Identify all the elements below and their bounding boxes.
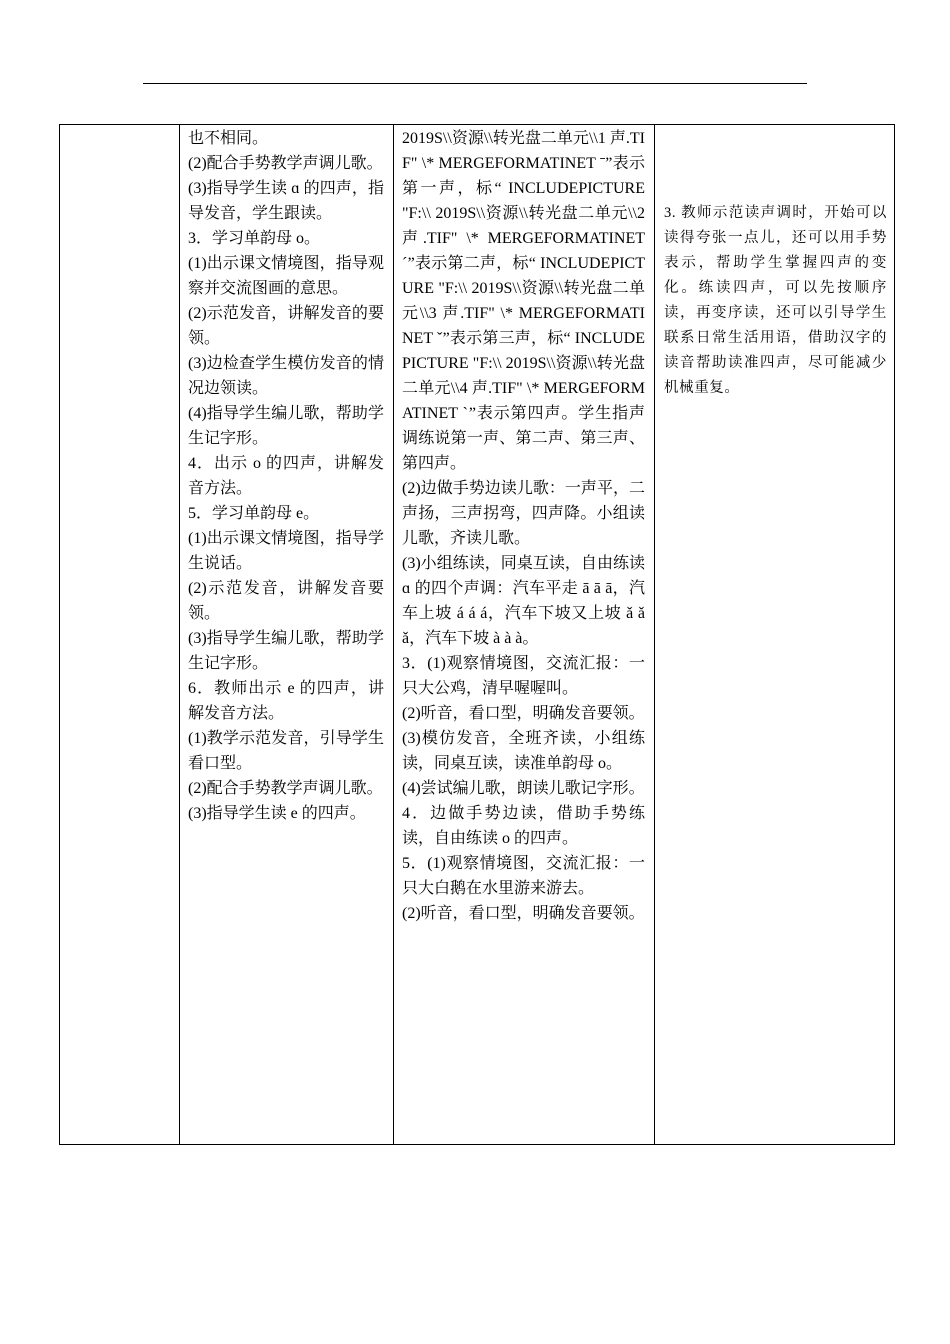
design-intent-cell [655,125,895,1145]
table-row [60,125,895,1145]
student-activity-line: (3)小组练读，同桌互读，自由练读 ɑ 的四个声调：汽车平走 ā ā ā，汽车上坡 á á á，汽车下坡又上坡 ǎ ǎ ǎ，汽车下坡 à à à。 [402,555,645,647]
student-activity-line: 2019S\\资源\\转光盘二单元\\1 声.TIF" \* MERGEFORMATINET ˉ”表示第一声，标“ INCLUDEPICTURE "F:\\ 2019S\\资源\\转光盘二单元\\2 声.TIF" \* MERGEFORMATINET ˊ”表示第二声，标“ INCLUDEPICTURE "F:\\ 2019S\\资源\\转光盘二单元\\3 声.TIF" \* MERGEFORMATINET ˇ”表示第三声，标“ INCLUDEPICTURE "F:\\ 2019S\\资源\\转光盘二单元\\4 声.TIF" \* MERGEFORMATINET ˋ”表示第四声。学生指声调练说第一声、第二声、第三声、第四声。 [402,130,645,472]
teacher-activity-line: (3)边检查学生模仿发音的情况边领读。 [188,355,384,397]
teacher-activity-line: 3．学习单韵母 o。 [188,230,321,247]
teacher-activity-line: (3)指导学生编儿歌，帮助学生记字形。 [188,630,384,672]
teacher-activity-line: 4．出示 o 的四声，讲解发音方法。 [188,455,384,497]
teacher-activity-line: (2)配合手势教学声调儿歌。 [188,780,383,797]
teacher-activity-line: (1)出示课文情境图，指导观察并交流图画的意思。 [188,255,384,297]
student-activity-line: (2)听音，看口型，明确发音要领。 [402,705,645,722]
student-activity-cell [394,125,655,1145]
stage-column-cell [60,125,180,1145]
header-rule [143,83,807,84]
student-activity-line: 3．(1)观察情境图，交流汇报：一只大公鸡，清早喔喔叫。 [402,655,645,697]
student-activity-line: (4)尝试编儿歌，朗读儿歌记字形。 [402,780,645,797]
teacher-activity-line: (2)示范发音，讲解发音的要领。 [188,305,384,347]
student-activity-line: (2)听音，看口型，明确发音要领。 [402,905,645,922]
student-activity-line: (2)边做手势边读儿歌：一声平，二声扬，三声拐弯，四声降。小组读儿歌，齐读儿歌。 [402,480,645,547]
teacher-activity-line: (3)指导学生读 e 的四声。 [188,805,366,822]
student-activity-line: 4．边做手势边读，借助手势练读，自由练读 o 的四声。 [402,805,645,847]
teacher-activity-cell [180,125,394,1145]
lesson-plan-table [59,124,895,1145]
teacher-activity-line: 5．学习单韵母 e。 [188,505,320,522]
teacher-activity-line: (1)出示课文情境图，指导学生说话。 [188,530,384,572]
teacher-activity-line: (3)指导学生读 ɑ 的四声，指导发音，学生跟读。 [188,180,384,222]
teacher-activity-line: 6．教师出示 e 的四声，讲解发音方法。 [188,680,384,722]
teacher-activity-line: 也不相同。 [188,130,269,147]
design-intent-note: 3. 教师示范读声调时，开始可以读得夸张一点儿，还可以用手势表示，帮助学生掌握四声的变化。练读四声，可以先按顺序读，再变序读，还可以引导学生联系日常生活用语，借助汉字的读音帮助读准四声，尽可能减少机械重复。 [664,205,887,396]
teacher-activity-line: (4)指导学生编儿歌，帮助学生记字形。 [188,405,384,447]
teacher-activity-line: (2)配合手势教学声调儿歌。 [188,155,383,172]
teacher-activity-line: (1)教学示范发音，引导学生看口型。 [188,730,384,772]
student-activity-line: (3)模仿发音，全班齐读，小组练读，同桌互读，读准单韵母 o。 [402,730,645,772]
student-activity-line: 5．(1)观察情境图，交流汇报：一只大白鹅在水里游来游去。 [402,855,645,897]
teacher-activity-line: (2)示范发音，讲解发音要领。 [188,580,384,622]
